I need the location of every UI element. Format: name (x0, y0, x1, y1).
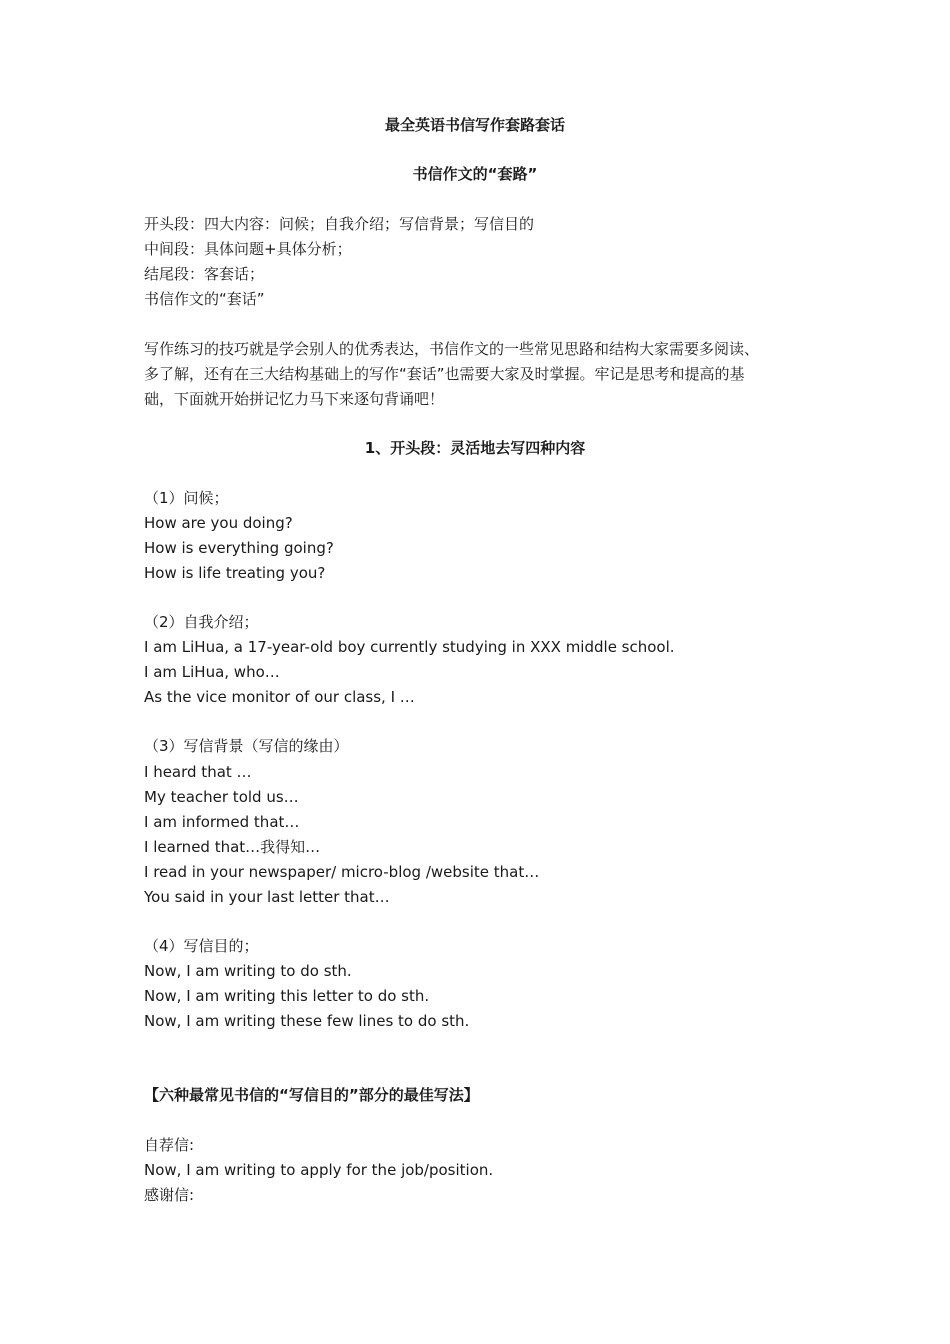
purpose-item: Now, I am writing this letter to do sth. (144, 987, 430, 1005)
purpose-item: Now, I am writing these few lines to do sth. (144, 1012, 470, 1030)
intro-line-2: 多了解，还有在三大结构基础上的写作“套话”也需要大家及时掌握。牢记是思考和提高的基 (144, 365, 745, 383)
purpose-label: （4）写信目的； (144, 937, 259, 955)
section1-heading: 1、开头段：灵活地去写四种内容 (364, 439, 586, 457)
intro-line-3: 础，下面就开始拼记忆力马下来逐句背诵吧！ (144, 390, 445, 408)
recommend-letter-label: 自荐信: (144, 1136, 195, 1154)
background-item: My teacher told us… (144, 788, 299, 806)
background-item: I learned that…我得知… (144, 838, 321, 856)
thanks-letter-label: 感谢信: (144, 1186, 195, 1204)
background-label: （3）写信背景（写信的缘由） (144, 737, 349, 755)
self-intro-label: （2）自我介绍； (144, 613, 259, 631)
background-item: I am informed that… (144, 813, 300, 831)
greeting-item: How is life treating you? (144, 564, 326, 582)
self-intro-item: I am LiHua, who… (144, 663, 280, 681)
structure-phrases: 书信作文的“套话” (144, 290, 265, 308)
six-types-heading: 【六种最常见书信的“写信目的”部分的最佳写法】 (144, 1086, 479, 1104)
background-item: You said in your last letter that… (144, 888, 390, 906)
document-subtitle: 书信作文的“套路” (412, 165, 538, 183)
greeting-item: How is everything going? (144, 539, 334, 557)
self-intro-item: I am LiHua, a 17-year-old boy currently studying in XXX middle school. (144, 638, 675, 656)
background-item: I read in your newspaper/ micro-blog /website that… (144, 863, 540, 881)
background-item: I heard that … (144, 763, 252, 781)
intro-line-1: 写作练习的技巧就是学会别人的优秀表达，书信作文的一些常见思路和结构大家需要多阅读、 (144, 340, 760, 358)
structure-ending: 结尾段：客套话； (144, 265, 265, 283)
document-title: 最全英语书信写作套路套话 (384, 116, 565, 134)
purpose-item: Now, I am writing to do sth. (144, 962, 352, 980)
recommend-letter-text: Now, I am writing to apply for the job/position. (144, 1161, 494, 1179)
self-intro-item: As the vice monitor of our class, I … (144, 688, 415, 706)
greeting-label: （1）问候； (144, 489, 229, 507)
structure-middle: 中间段：具体问题+具体分析； (144, 240, 352, 258)
structure-opening: 开头段：四大内容：问候；自我介绍；写信背景；写信目的 (144, 215, 535, 233)
greeting-item: How are you doing? (144, 514, 293, 532)
